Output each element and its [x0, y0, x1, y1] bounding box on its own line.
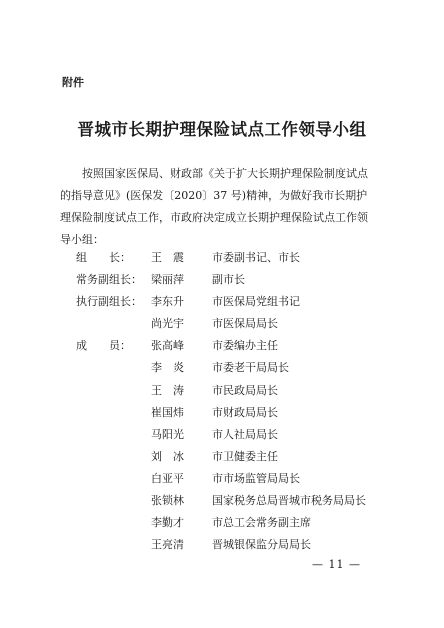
- intro-line: 导小组：: [60, 233, 104, 246]
- member-position: 市总工会常务副主席: [212, 516, 311, 530]
- member-name: 崔国炜: [151, 405, 184, 419]
- page-number: — 11 —: [312, 558, 361, 571]
- member-position: 市医保局局长: [212, 317, 278, 331]
- role-label: 执行副组长：: [76, 295, 142, 309]
- member-name: 王 震: [151, 251, 184, 264]
- member-position: 市卫健委主任: [212, 449, 278, 463]
- member-name: 王亮清: [151, 538, 184, 552]
- role-label: 常务副组长：: [76, 273, 142, 287]
- intro-line: 理保险制度试点工作，市政府决定成立长期护理保险试点工作领: [60, 211, 368, 224]
- attachment-label: 附件: [62, 76, 84, 89]
- document-title: 晋城市长期护理保险试点工作领导小组: [77, 120, 367, 139]
- member-position: 市人社局局长: [212, 427, 278, 441]
- member-position: 市民政局局长: [212, 383, 278, 397]
- member-name: 刘 冰: [151, 449, 184, 463]
- member-name: 马阳光: [151, 427, 184, 441]
- intro-paragraph: [60, 163, 386, 251]
- role-label: 成 员：: [76, 339, 131, 353]
- member-name: 梁丽萍: [151, 273, 184, 287]
- member-position: 晋城银保监分局局长: [212, 538, 311, 552]
- member-name: 张锁林: [151, 494, 184, 508]
- member-position: 市市场监管局局长: [212, 471, 300, 485]
- member-position: 副市长: [212, 273, 245, 287]
- member-name: 白亚平: [151, 471, 184, 485]
- member-name: 李勤才: [151, 516, 184, 530]
- role-label: 组 长：: [76, 251, 131, 264]
- member-name: 张高峰: [151, 339, 184, 353]
- intro-line: 的指导意见》(医保发〔2020〕37 号)精神，为做好我市长期护: [60, 189, 368, 202]
- member-position: 市财政局局长: [212, 405, 278, 419]
- member-name: 王 涛: [151, 383, 184, 397]
- member-position: 市委老干局局长: [212, 361, 289, 375]
- intro-line: 按照国家医保局、财政部《关于扩大长期护理保险制度试点: [82, 167, 368, 180]
- member-name: 尚光宇: [151, 317, 184, 331]
- member-position: 国家税务总局晋城市税务局局长: [212, 494, 366, 508]
- member-position: 市医保局党组书记: [212, 295, 300, 309]
- member-position: 市委副书记、市长: [212, 251, 300, 264]
- member-name: 李东升: [151, 295, 184, 309]
- member-position: 市委编办主任: [212, 339, 278, 353]
- member-name: 李 炎: [151, 361, 184, 375]
